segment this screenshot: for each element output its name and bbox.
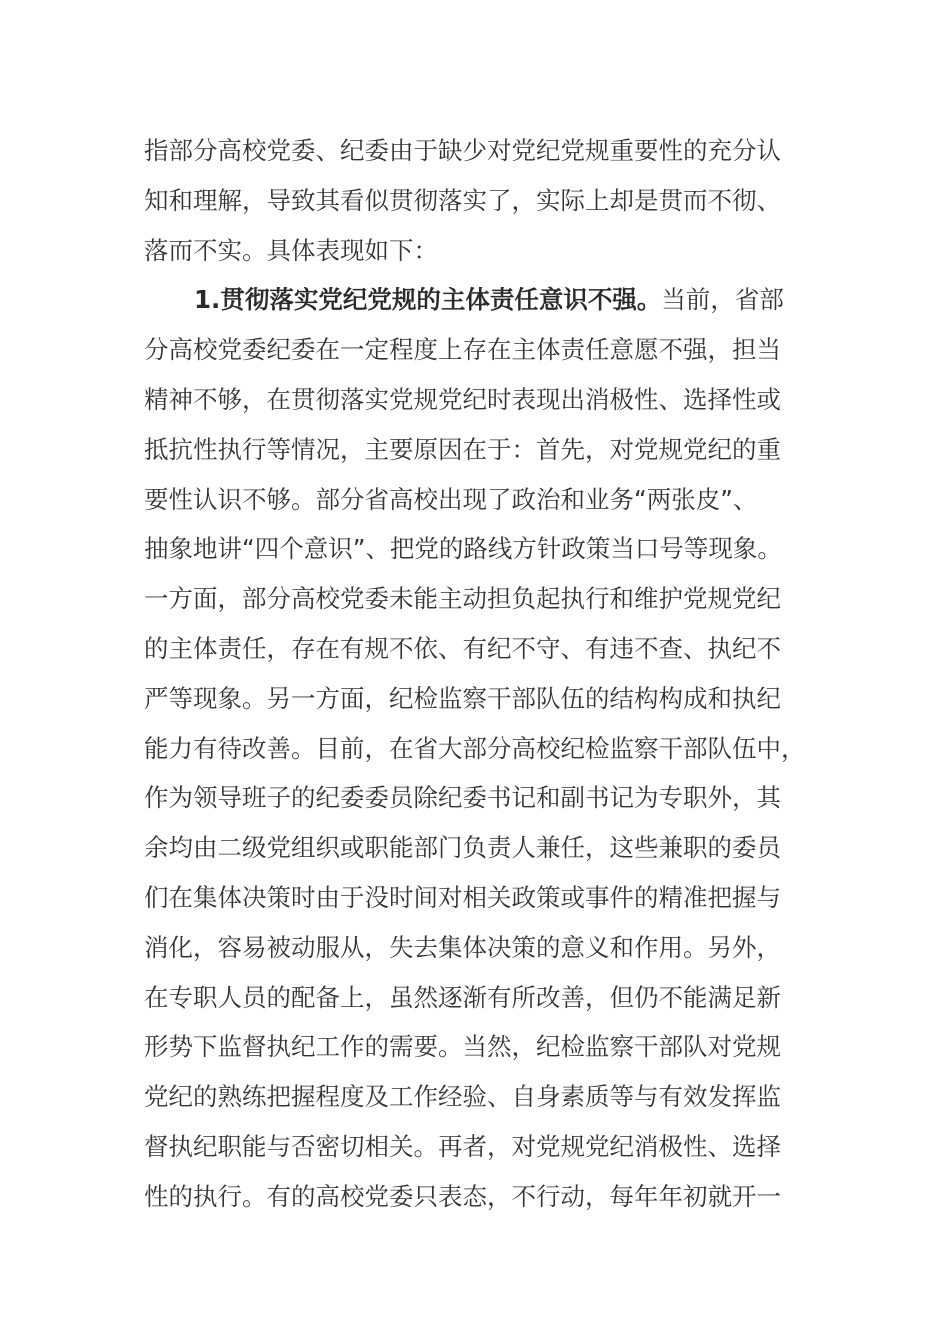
paragraph-heading: 1.贯彻落实党纪党规的主体责任意识不强。: [194, 285, 662, 315]
text-line: 一方面，部分高校党委未能主动担负起执行和维护党规党纪: [144, 584, 781, 614]
text-line: 消化，容易被动服从，失去集体决策的意义和作用。另外，: [144, 932, 781, 962]
text-line: 作为领导班子的纪委委员除纪委书记和副书记为专职外，其: [144, 783, 781, 813]
text-line: 要性认识不够。部分省高校出现了政治和业务“两张皮”、: [144, 484, 758, 514]
paragraph-first-line-text: 当前，省部: [661, 285, 784, 315]
text-line: 指部分高校党委、纪委由于缺少对党纪党规重要性的充分认: [144, 136, 781, 165]
text-line: 能力有待改善。目前，在省大部分高校纪检监察干部队伍中，: [144, 733, 806, 763]
text-line: 督执纪职能与否密切相关。再者，对党规党纪消极性、选择: [144, 1131, 781, 1161]
text-line: 落而不实。具体表现如下：: [144, 235, 438, 265]
text-line: 们在集体决策时由于没时间对相关政策或事件的精准把握与: [144, 882, 781, 912]
text-line: 的主体责任，存在有规不依、有纪不守、有违不查、执纪不: [144, 633, 781, 663]
document-body: [144, 126, 814, 1222]
text-line: 党纪的熟练把握程度及工作经验、自身素质等与有效发挥监: [144, 1082, 781, 1112]
text-line: 性的执行。有的高校党委只表态，不行动，每年年初就开一: [144, 1181, 781, 1211]
paragraph-first-line: [144, 275, 814, 325]
text-line: 严等现象。另一方面，纪检监察干部队伍的结构构成和执纪: [144, 683, 781, 713]
text-line: 精神不够，在贯彻落实党规党纪时表现出消极性、选择性或: [144, 384, 781, 414]
text-line: 抽象地讲“四个意识”、把党的路线方针政策当口号等现象。: [144, 534, 782, 564]
text-line: 知和理解，导致其看似贯彻落实了，实际上却是贯而不彻、: [144, 185, 781, 215]
text-line: 余均由二级党组织或职能部门负责人兼任，这些兼职的委员: [144, 833, 781, 863]
text-line: 在专职人员的配备上，虽然逐渐有所改善，但仍不能满足新: [144, 982, 781, 1012]
text-line: 分高校党委纪委在一定程度上存在主体责任意愿不强，担当: [144, 335, 781, 365]
text-line: 抵抗性执行等情况，主要原因在于：首先，对党规党纪的重: [144, 434, 781, 464]
text-line: 形势下监督执纪工作的需要。当然，纪检监察干部队对党规: [144, 1032, 781, 1062]
